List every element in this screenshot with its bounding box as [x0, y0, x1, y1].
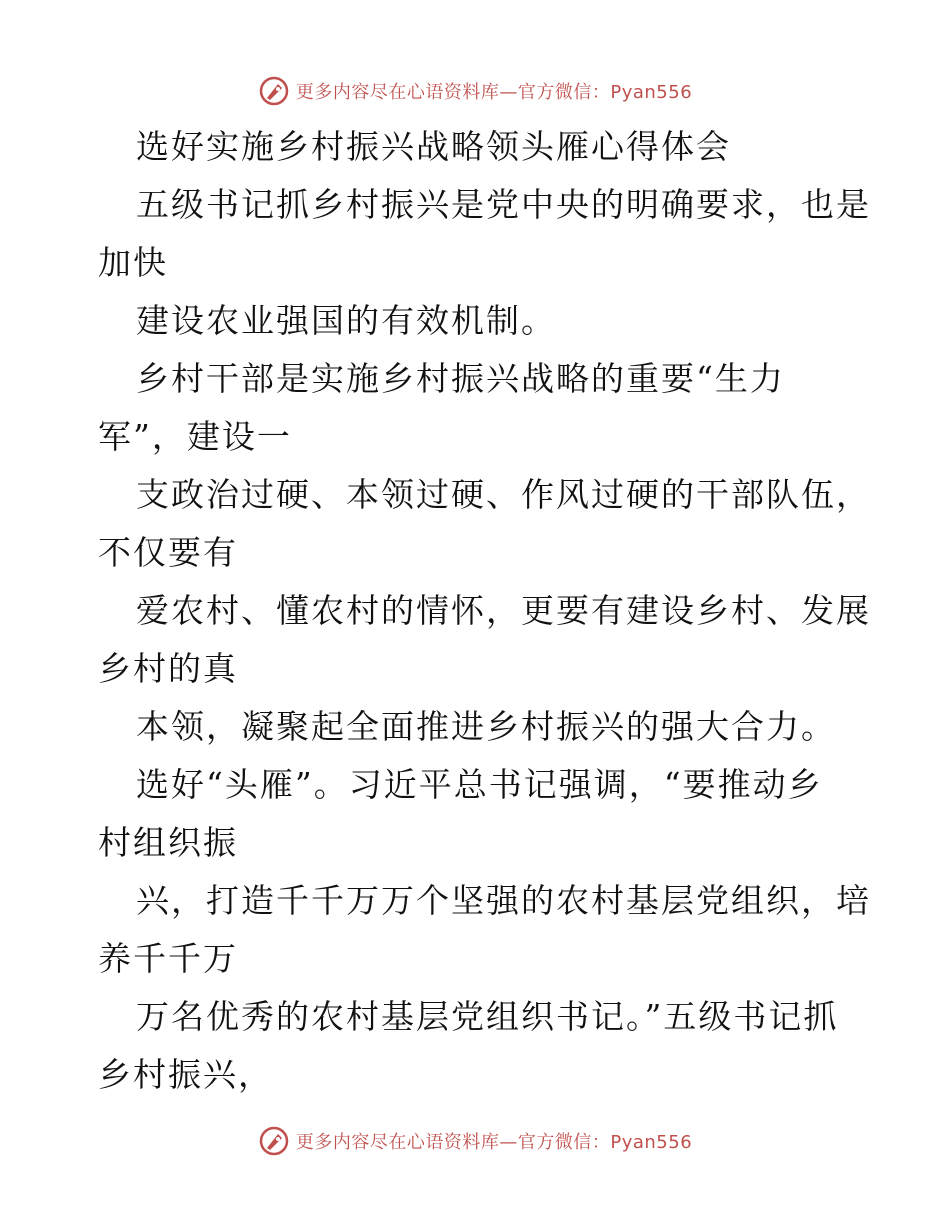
- paragraph-line: 五级书记抓乡村振兴是党中央的明确要求，也是: [136, 185, 871, 224]
- document-title: 选好实施乡村振兴战略领头雁心得体会: [136, 127, 731, 166]
- paragraph-line: 村组织振: [98, 823, 238, 862]
- paragraph-line: 乡村干部是实施乡村振兴战略的重要“生力: [136, 359, 785, 398]
- header-banner-text: 更多内容尽在心语资料库—官方微信：Pyan556: [295, 82, 693, 103]
- paragraph-line: 兴，打造千千万万个坚强的农村基层党组织，培: [136, 881, 871, 920]
- footer-banner: [0, 1124, 950, 1158]
- paragraph-line: 万名优秀的农村基层党组织书记。”五级书记抓: [136, 997, 839, 1036]
- pen-nib-logo-icon: [258, 75, 290, 107]
- paragraph-line: 支政治过硬、本领过硬、作风过硬的干部队伍，: [136, 475, 871, 514]
- footer-banner-text: 更多内容尽在心语资料库—官方微信：Pyan556: [295, 1132, 693, 1153]
- paragraph-line: 本领，凝聚起全面推进乡村振兴的强大合力。: [136, 707, 836, 746]
- paragraph-line: 建设农业强国的有效机制。: [136, 301, 556, 340]
- paragraph-line: 军”，建设一: [98, 417, 292, 456]
- pen-nib-logo-icon: [258, 1125, 290, 1157]
- paragraph-line: 选好“头雁”。习近平总书记强调，“要推动乡: [136, 765, 823, 804]
- paragraph-line: 乡村振兴，: [98, 1055, 273, 1094]
- paragraph-line: 不仅要有: [98, 533, 238, 572]
- paragraph-line: 乡村的真: [98, 649, 238, 688]
- paragraph-line: 加快: [98, 243, 168, 282]
- paragraph-line: 爱农村、懂农村的情怀，更要有建设乡村、发展: [136, 591, 871, 630]
- header-banner: [0, 74, 950, 108]
- paragraph-line: 养千千万: [98, 939, 238, 978]
